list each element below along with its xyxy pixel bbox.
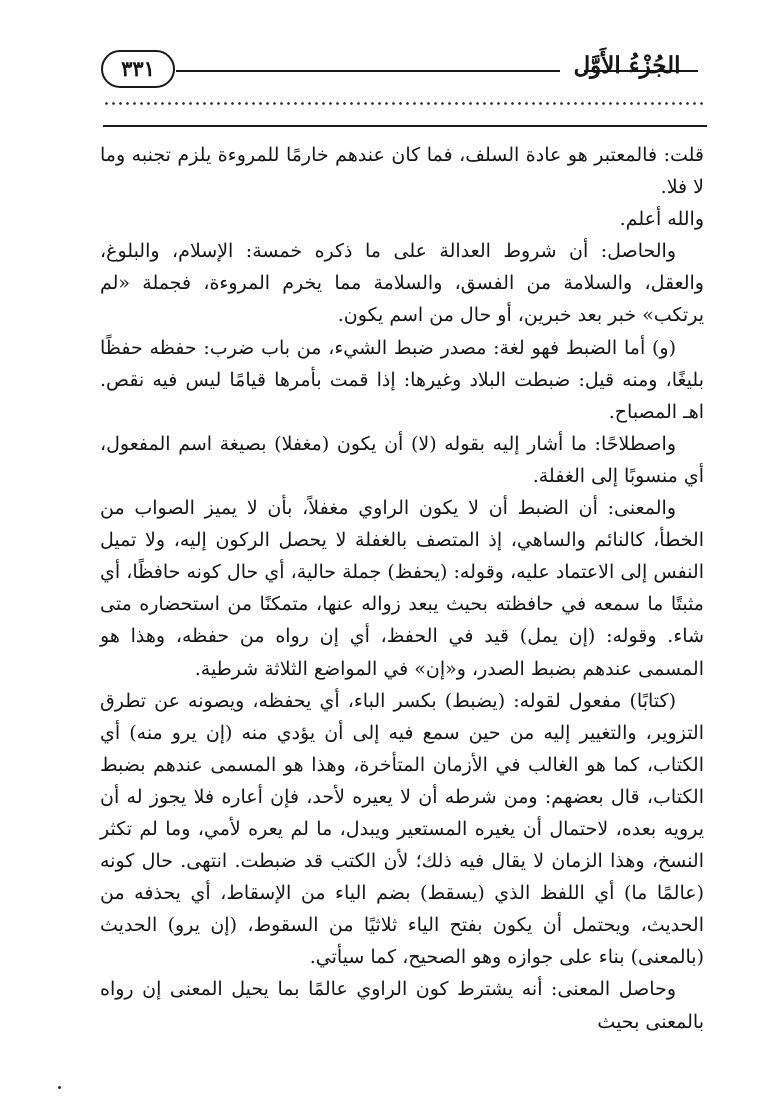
page-number: ٣٣١: [101, 50, 175, 88]
paragraph: وحاصل المعنى: أنه يشترط كون الراوي عالمًا بما يحيل المعنى إن رواه بالمعنى بحيث: [100, 978, 704, 1033]
paragraph: والله أعلم.: [619, 208, 704, 231]
paragraph: (و) أما الضبط فهو لغة: مصدر ضبط الشيء، من باب ضرب: حفظه حفظًا بليغًا، ومنه قيل: ضبطت البلاد وغيرها: إذا قمت بأمرها قيامًا ليس فيه نقص. اهـ المصباح.: [100, 336, 704, 423]
solid-divider: [103, 125, 707, 127]
paragraph: (كتابًا) مفعول لقوله: (يضبط) بكسر الباء، أي يحفظه، ويصونه عن تطرق التزوير، والتغيير إليه من حين سمع فيه إلى أن يؤدي منه (إن يرو منه) أي الكتاب، كما هو الغالب في الأزمان المتأخرة، وهذا هو المسمى عندهم بضبط الكتاب، قال بعضهم: ومن شرطه أن لا يعيره لأحد، فإن أعاره فلا يجوز له أن يرويه بعده، لاحتمال أن يغيره المستعير ويبدل، ما لم يعره لأمي، وما لم تكثر النسخ، وهذا الزمان لا يقال فيه ذلك؛ لأن الكتب قد ضبطت. انتهى. حال كونه (عالمًا ما) أي اللفظ الذي (يسقط) بضم الياء من الإسقاط، أي يحذفه من الحديث، ويحتمل أن يكون بفتح الياء ثلاثيًا من السقوط، (إن يرو) الحديث (بالمعنى) بناء على جوازه وهو الصحيح، كما سيأتي.: [100, 689, 704, 969]
header-rule: [176, 70, 560, 72]
paragraph: واصطلاحًا: ما أشار إليه بقوله (لا) أن يكون (مغفلا) بصيغة اسم المفعول، أي منسوبًا إلى الغفلة.: [100, 432, 704, 487]
body-text: [100, 139, 704, 1038]
running-title: الجُزْءُ الأَوَّل: [573, 52, 681, 79]
paragraph: قلت: فالمعتبر هو عادة السلف، فما كان عندهم خارمًا للمروءة يلزم تجنبه وما لا فلا.: [100, 144, 704, 199]
paragraph: والحاصل: أن شروط العدالة على ما ذكره خمسة: الإسلام، والبلوغ، والعقل، والسلامة من الفسق، والسلامة مما يخرم المروءة، فجملة «لم يرتكب» خبر بعد خبرين، أو حال من اسم يكون.: [100, 240, 704, 327]
dotted-divider: [103, 102, 707, 105]
scan-speck: [58, 1086, 61, 1089]
paragraph: والمعنى: أن الضبط أن لا يكون الراوي مغفلاً، بأن لا يميز الصواب من الخطأ، كالنائم والساهي، إذ المتصف بالغفلة لا يحصل الركون إليه، ولا تميل النفس إلى الاعتماد عليه، وقوله: (يحفظ) جملة حالية، أي حال كونه حافظًا، أي مثبتًا ما سمعه في حافظته بحيث يبعد زواله عنها، متمكنًا من استحضاره متى شاء. وقوله: (إن يمل) قيد في الحفظ، أي إن رواه من حفظه، وهذا هو المسمى عندهم بضبط الصدر، و«إن» في المواضع الثلاثة شرطية.: [100, 497, 704, 680]
